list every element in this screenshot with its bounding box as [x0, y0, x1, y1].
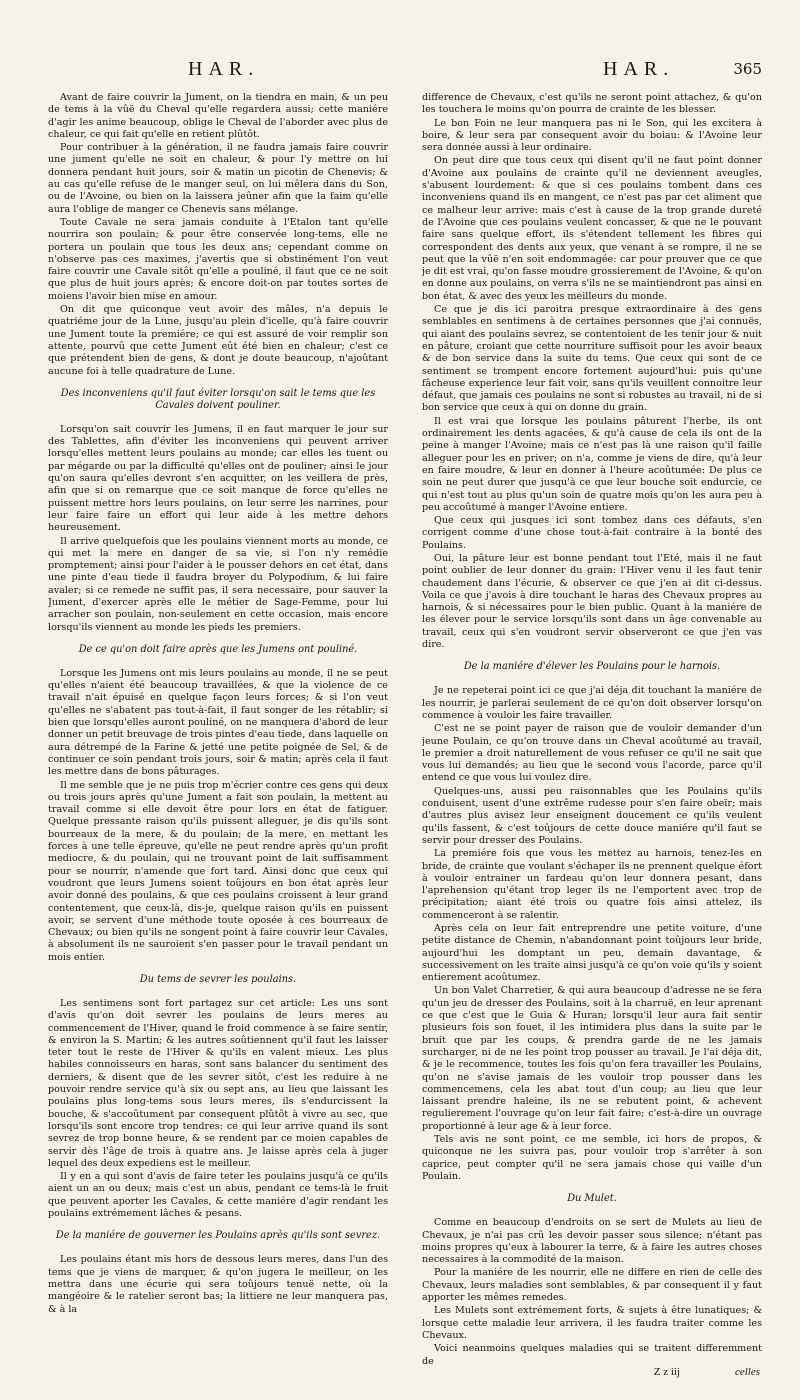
section-heading: De ce qu'on doit faire après que les Jumens ont pouliné.: [78, 643, 358, 655]
page-number: 365: [733, 60, 762, 78]
paragraph: Toute Cavale ne sera jamais conduite à l'Etalon tant qu'elle nourrira son poulain; & pour être conservée long-tems, elle ne portera un poulain que tous les deux ans; cependant comme on n'observe pas ces maximes, j'avertis que si obstinément l'on veut faire couvrir une Cavale sitôt qu'elle a pouliné, il faut que ce ne soit que plus de huit jours après; & encore doit-on par toutes sortes de moiens l'avoir bien mise en amour.: [48, 216, 388, 302]
section-heading: De la maniére de gouverner les Poulains après qu'ils sont sevrez.: [55, 1230, 381, 1242]
paragraph: Il arrive quelquefois que les poulains viennent morts au monde, ce qui met la mere en danger de sa vie, si l'on n'y remédie promptement; ainsi pour l'aider à le pousser dehors en cet état, dans une pinte d'eau tiede il faudra broyer du Polypodium, & lui faire avaler; si ce remede ne suffit pas, il sera necessaire, pour sauver la Jument, d'exercer après elle le métier de Sage-Femme, pour lui arracher son poulain, non-seulement en cette occasion, mais encore lorsqu'ils viennent au monde les pieds les premiers.: [48, 535, 388, 633]
section-heading: Des inconveniens qu'il faut éviter lorsqu'on sait le tems que les Cavales doivent pouliner.: [60, 387, 376, 411]
paragraph: Voici neanmoins quelques maladies qui se traitent differemment de: [422, 1343, 762, 1367]
right-column: [422, 92, 762, 1372]
paragraph: Oui, la pâture leur est bonne pendant tout l'Eté, mais il ne faut point oublier de leur donner du grain: l'Hiver venu il les faut tenir chaudement dans l'écurie, & observer ce que j'en ai dit ci-dessus. Voila ce que j'avois à dire touchant le haras des Chevaux propres au harnois, & si nécessaires pour le bien public. Quant à la maniére de les élever pour le service lorsqu'ils sont dans un âge convenable au travail, ceux qui s'en voudront servir observeront ce que j'en vas dire.: [422, 552, 762, 651]
left-column: [48, 92, 388, 1372]
paragraph: Le bon Foin ne leur manquera pas ni le Son, qui les excitera à boire, & leur sera par consequent avoir du boiau: & l'Avoine leur sera donnée aussi à leur ordinaire.: [422, 117, 762, 154]
paragraph: Comme en beaucoup d'endroits on se sert de Mulets au lieu de Chevaux, je n'ai pas crû les devoir passer sous silence; n'étant pas moins propres qu'eux à labourer la terre, & à faire les autres choses necessaires à la commodité de la maison.: [422, 1217, 762, 1266]
paragraph: Les Mulets sont extrémement forts, & sujets à être lunatiques; & lorsque cette maladie leur arrivera, il les faudra traiter comme les Chevaux.: [422, 1305, 762, 1341]
paragraph: La premiére fois que vous les mettez au harnois, tenez-les en bride, de crainte que voulant s'échaper ils ne prennent quelque éfort à vouloir entrainer un fardeau qu'on leur donnera pesant, dans l'aprehension qu'étant trop leger ils ne l'emportent avec trop de précipitation; aiant été trois ou quatre fois ainsi attelez, ils commenceront à se ralentir.: [422, 848, 762, 921]
paragraph: Il y en a qui sont d'avis de faire teter les poulains jusqu'à ce qu'ils aient un an ou deux; mais c'est un abus, pendant ce tems-là le fruit que peuvent aporter les Cavales, & cette maniére d'agir rendant les poulains extrémement lâches & pesans.: [48, 1171, 388, 1220]
paragraph: Je ne repeterai point ici ce que j'ai déja dit touchant la maniére de les nourrir, je parlerai seulement de ce qu'on doit observer lorsqu'on commence à vouloir les faire travailler.: [422, 685, 762, 721]
paragraph: Avant de faire couvrir la Jument, on la tiendra en main, & un peu de tems à la vûë du Cheval qu'elle regardera aussi; cette maniére d'agir les anime beaucoup, oblige le Cheval de l'aborder avec plus de chaleur, ce qui fait qu'elle en retient plûtôt.: [48, 92, 388, 140]
text-columns: [48, 92, 762, 1372]
paragraph: On peut dire que tous ceux qui disent qu'il ne faut point donner d'Avoine aux poulains de crainte qu'il ne deviennent aveugles, s'abusent lourdement: & que si ces poulains tombent dans ces inconveniens quand ils en mangent, ce n'est pas par cet aliment que ce malheur leur arrive: mais c'est à cause de la trop grande dureté de l'Avoine que ces poulains veulent concasser, & que ne le pouvant faire sans quelque effort, ils s'étendent tellement les fibres qui correspondent des dents aux yeux, que venant à se rompre, il ne se peut que la vûë n'en soit endommagée: car pour prouver que ce que je dit est vrai, qu'on fasse moudre grossierement de l'Avoine, & qu'on en donne aux poulains, on verra s'ils ne se maintiendront pas ainsi en bon état, & avec des yeux les meilleurs du monde.: [422, 155, 762, 302]
paragraph: Les poulains étant mis hors de dessous leurs meres, dans l'un des tems que je viens de marquer, & qu'on jugera le meilleur, on les mettra dans une écurie qui sera toûjours tenuë nette, où la mangéoire & le ratelier seront bas; la littiere ne leur manquera pas, & à la: [48, 1254, 388, 1315]
paragraph: Il me semble que je ne puis trop m'écrier contre ces gens qui deux ou trois jours après qu'une Jument a fait son poulain, la mettent au travail comme si elle devoit être pour lors en état de fatiguer. Quelque pressante raison qu'ils puissent alleguer, je dis qu'ils sont bourreaux de la mere, & du poulain; de la mere, en mettant les forces à une telle épreuve, qu'elle ne peut rendre après qu'un profit mediocre, & du poulain, qui ne trouvant point de lait suffisamment pour se nourrir, n'amende que fort tard. Ainsi donc que ceux qui voudront que leurs Jumens soient toûjours en bon état après leur avoir donné des poulains, & que ces poulains croissent à leur grand contentement, que ceux-là, dis-je, quelque raison qu'ils en puissent avoir, se servent d'une méthode toute oposée à ces bourreaux de Chevaux; ou bien qu'ils ne songent point à faire couvrir leur Cavales, à absolument ils ne sauroient s'en passer pour le travail pendant un mois entier.: [48, 779, 388, 963]
paragraph: Pour contribuer à la génération, il ne faudra jamais faire couvrir une jument qu'elle ne soit en chaleur, & pour l'y mettre on lui donnera pendant huit jours, soir & matin un picotin de Chenevis; & au cas qu'elle refuse de le manger seul, on lui mêlera dans du Son, ou de l'Avoine, ou bien on la laissera jeûner afin que la faim qu'elle aura l'oblige de manger ce Chenevis sans mélange.: [48, 142, 388, 215]
paragraph: Pour la maniére de les nourrir, elle ne differe en rien de celle des Chevaux, leurs maladies sont semblables, & par consequent il y faut apporter les mêmes remedes.: [422, 1267, 762, 1304]
running-head: [48, 58, 762, 88]
paragraph: On dit que quiconque veut avoir des mâles, n'a depuis le quatriéme jour de la Lune, jusqu'au plein d'icelle, qu'à faire couvrir une Jument toute la premiére; ce qui est assuré de voir remplir son attente, pourvû que cette Jument eût été bien en chaleur; c'est ce que prétendent bien de gens, & dont je doute beaucoup, n'ajoûtant aucune foi à telle quadrature de Lune.: [48, 304, 388, 377]
paragraph: Après cela on leur fait entreprendre une petite voiture, d'une petite distance de Chemin, n'abandonnant point toûjours leur bride, aujourd'hui les domptant un peu, demain davantage, & successivement on les traite ainsi jusqu'à ce qu'on voie qu'ils y soient entierement acoûtumez.: [422, 923, 762, 984]
paragraph: Quelques-uns, aussi peu raisonnables que les Poulains qu'ils conduisent, usent d'une extrême rudesse pour s'en faire obeïr; mais d'autres plus avisez leur enseignent doucement ce qu'ils veulent qu'ils fassent, & c'est toûjours de cette douce maniére qu'il faut se servir pour dresser des Poulains.: [422, 785, 762, 846]
paragraph: Que ceux qui jusques ici sont tombez dans ces défauts, s'en corrigent comme d'une chose tout-à-fait contraire à la bonté des Poulains.: [422, 515, 762, 551]
paragraph: C'est ne se point payer de raison que de vouloir demander d'un jeune Poulain, ce qu'on trouve dans un Cheval acoûtumé au travail, le premier a droit naturellement de vous refuser ce qu'il ne sait que vous lui demandés; au lieu que le second vous l'acorde, parce qu'il entend ce que vous lui voulez dire.: [422, 723, 762, 784]
signature-mark: Z z iij: [653, 1366, 680, 1378]
paragraph: Il est vrai que lorsque les poulains pâturent l'herbe, ils ont ordinairement les dents agacées, & qu'à cause de cela ils ont de la peine à manger l'Avoine; mais ce n'est pas là une raison qu'il faille alleguer pour les en priver; on n'a, comme je viens de dire, qu'à leur en faire moudre, & leur en donner à l'heure acoûtumée: De plus ce soin ne peut durer que jusqu'à ce que leur bouche soit endurcie, ce qui n'est tout au plus qu'un soin de quatre mois qu'on les aura peu à peu accoûtumé à manger l'Avoine entiere.: [422, 415, 762, 513]
running-head-left: HAR.: [188, 58, 260, 80]
paragraph: Lorsqu'on sait couvrir les Jumens, il en faut marquer le jour sur des Tablettes, afin d'éviter les inconveniens qui peuvent arriver lorsqu'elles mettent leurs poulains au monde; car elles les tuent ou par mégarde ou par la difficulté qu'elles ont de pouliner; ainsi le jour qu'on saura qu'elles devront s'en acquitter, on les veillera de près, afin que si on remarque que ce soit manque de force qu'elles ne puissent mettre hors leurs poulains, on leur serre les narrines, pour leur faire faire un effort qui leur aide à les mettre dehors heureusement.: [48, 423, 388, 534]
running-head-right: HAR.: [603, 58, 675, 80]
paragraph: Lorsque les Jumens ont mis leurs poulains au monde, il ne se peut qu'elles n'aient été beaucoup travaillées, & que la violence de ce travail n'ait épuisé en quelque façon leurs forces; & si l'on veut qu'elles ne s'abatent pas tout-à-fait, il faut songer de les rétablir; si bien que lorsqu'elles auront pouliné, on ne manquera d'abord de leur donner un petit breuvage de trois pintes d'eau tiede, dans laquelle on aura détrempé de la Farine & jetté une petite poignée de Sel, & de continuer ce soin pendant trois jours, soir & matin; après cela il faut les mettre dans de bons pâturages.: [48, 667, 388, 778]
paragraph: Les sentimens sont fort partagez sur cet article: Les uns sont d'avis qu'on doit sevrer les poulains de leurs meres au commencement de l'Hiver, quand le froid commence à se faire sentir, & environ la S. Martin; & les autres soûtiennent qu'il faut les laisser teter tout le reste de l'Hiver & qu'ils en valent mieux. Les plus habiles connoisseurs en haras, sont sans balancer du sentiment des derniers, & disent que de les sevrer sitôt, c'est les reduire à ne pouvoir rendre service qu'à six ou sept ans, au lieu que laissant les poulains plus long-tems sous leurs meres, ils s'endurcissent la bouche, & s'accoûtument par consequent plûtôt à vivre au sec, que lorsqu'ils sont encore trop tendres: ce qui leur arrive quand ils sont sevrez de trop bonne heure, & se rendent par ce moien capables de servir dès l'âge de trois à quatre ans. Je laisse après cela à juger lequel des deux expediens est le meilleur.: [48, 998, 388, 1169]
paragraph: Ce que je dis ici paroitra presque extraordinaire à des gens semblables en sentimens à de certaines personnes que j'ai connuës, qui aiant des poulains sevrez, se contentoient de les tenir jour & nuit en pâture, croiant que cette nourriture suffisoit pour les avoir beaux & de bon service dans la suite du tems. Que ceux qui sont de ce sentiment se trompent encore fortement aujourd'hui: puis qu'une fâcheuse experience leur fait voir, sans qu'ils veuillent connoitre leur défaut, que jamais ces poulains ne sont si robustes au travail, ni de si bon service que ceux à qui on donne du grain.: [422, 304, 762, 414]
section-heading: De la maniére d'élever les Poulains pour le harnois.: [463, 661, 721, 673]
paragraph: difference de Chevaux, c'est qu'ils ne seront point attachez, & qu'on les touchera le moins qu'on pourra de crainte de les blesser.: [422, 92, 762, 116]
paragraph: Tels avis ne sont point, ce me semble, ici hors de propos, & quiconque ne les suivra pas, pour vouloir trop s'arrêter à son caprice, peut compter qu'il ne sera jamais chose qui vaille d'un Poulain.: [422, 1134, 762, 1182]
catch-word: celles: [734, 1366, 760, 1378]
section-heading: Du tems de sevrer les poulains.: [139, 974, 297, 985]
section-heading: Du Mulet.: [567, 1193, 617, 1205]
paragraph: Un bon Valet Charretier, & qui aura beaucoup d'adresse ne se fera qu'un jeu de dresser des Poulains, soit à la charruë, en leur aprenant ce que c'est que le Guia & Huran; lorsqu'il leur aura fait sentir plusieurs fois son fouet, il les intimidera plus dans la suite par le bruit que par les coups, & prendra garde de ne les jamais surcharger, ni de ne les point trop pousser au travail. Je l'ai déja dit, & je le recommence, toutes les fois qu'on fera travailler les Poulains, qu'on ne s'avise jamais de les vouloir trop pousser dans les commencemens, cela les abat tout d'un coup; au lieu que leur laissant prendre haleine, ils ne se rebutent point, & achevent regulierement l'ouvrage qu'on leur fait faire; c'est-à-dire un ouvrage proportionné à leur age & à leur force.: [422, 985, 762, 1132]
